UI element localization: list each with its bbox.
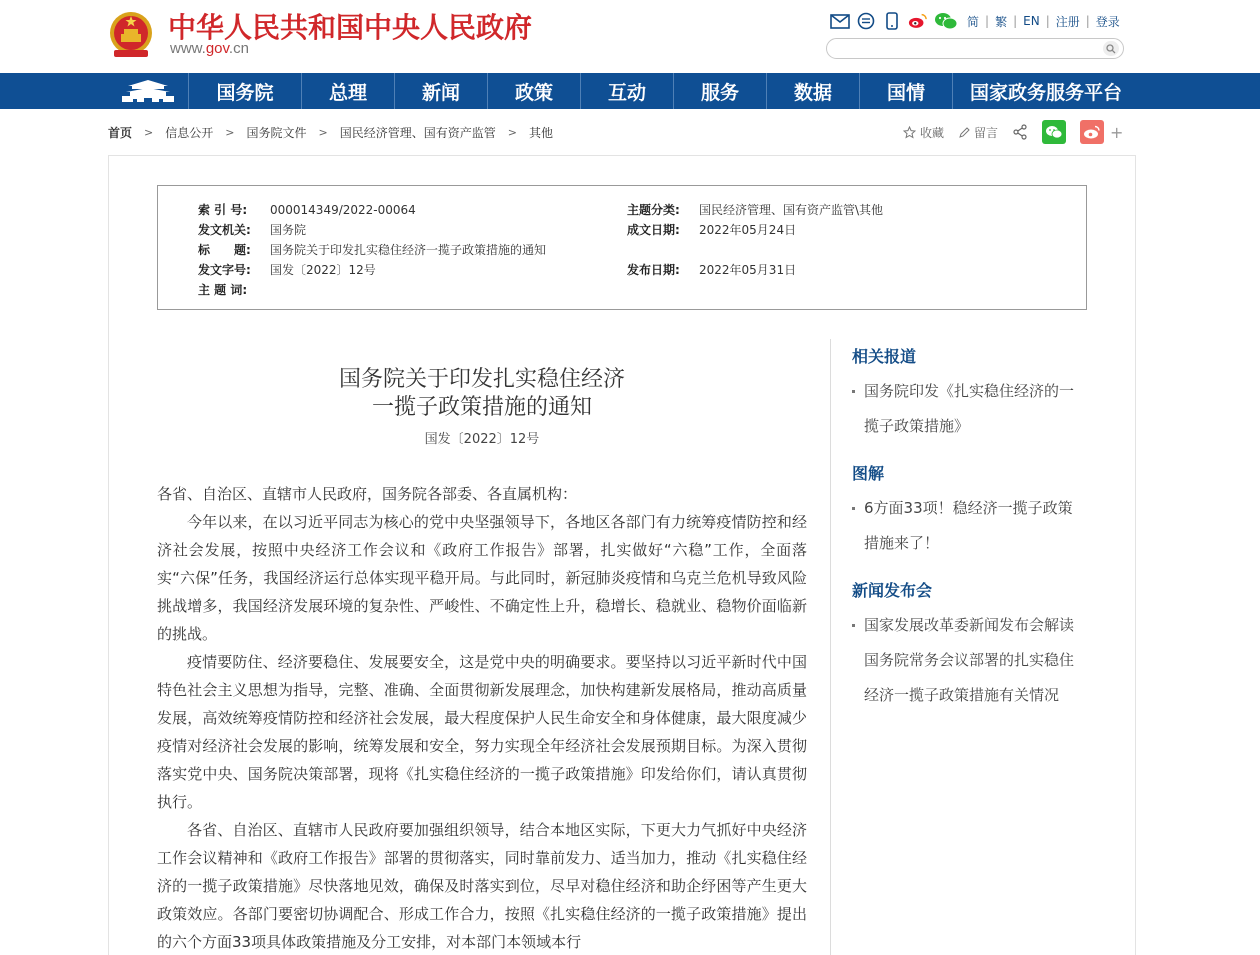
site-title[interactable]: 中华人民共和国中央人民政府 — [168, 11, 533, 44]
main-nav — [0, 73, 1260, 109]
info-label: 发文字号: — [198, 263, 251, 277]
search-icon — [1106, 44, 1116, 54]
share-weibo-button[interactable] — [1080, 120, 1104, 144]
tiananmen-icon — [118, 77, 178, 105]
info-label: 主 题 词: — [198, 283, 248, 297]
link-simplified[interactable]: 简 — [967, 14, 980, 29]
breadcrumb-home[interactable]: 首页 — [108, 125, 133, 140]
chevron-right-icon: > — [144, 125, 154, 139]
breadcrumb-council-docs[interactable]: 国务院文件 — [246, 125, 307, 140]
separator: | — [1045, 14, 1050, 28]
mail-icon[interactable] — [830, 12, 850, 30]
nav-national-info[interactable]: 国情 — [860, 73, 953, 109]
comment-label: 留言 — [974, 125, 999, 140]
share-button[interactable] — [1012, 124, 1028, 140]
favorite-label: 收藏 — [920, 125, 945, 140]
nav-services[interactable]: 服务 — [674, 73, 767, 109]
article-body — [157, 480, 807, 955]
chevron-right-icon: > — [507, 125, 517, 139]
more-share-icon[interactable]: + — [1110, 122, 1124, 142]
sidebar-press-title: 新闻发布会 — [852, 581, 933, 600]
info-value: 2022年05月31日 — [699, 263, 797, 277]
favorite-button[interactable] — [903, 124, 944, 141]
nav-news[interactable]: 新闻 — [395, 73, 488, 109]
sidebar-graphic — [852, 457, 1092, 552]
sidebar-graphic-link[interactable]: 6方面33项！稳经济一揽子政策措施来了！ — [864, 491, 1086, 561]
nav-state-council[interactable]: 国务院 — [189, 73, 302, 109]
info-value: 国务院关于印发扎实稳住经济一揽子政策措施的通知 — [270, 243, 547, 257]
search-input[interactable] — [837, 41, 1097, 56]
site-url-prefix: www. — [170, 40, 206, 57]
breadcrumb — [108, 124, 553, 140]
info-row-topic — [627, 202, 884, 218]
share-tools — [903, 120, 1123, 144]
info-label: 发文机关: — [198, 223, 251, 237]
info-row-docno — [198, 262, 376, 278]
article-paragraph: 各省、自治区、直辖市人民政府要加强组织领导，结合本地区实际，下更大力气抓好中央经济工作会议精神和《政府工作报告》部署的贯彻落实，同时靠前发力、适当加力，推动《扎实稳住经济的一揽子政策措施》尽快落地见效，确保及时落实到位，尽早对稳住经济和助企纾困等产生更大政策效应。各部门要密切协调配合、形成工作合力，按照《扎实稳住经济的一揽子政策措施》提出的六个方面33项具体政策措施及分工安排，对本部门本领域本行 — [157, 821, 807, 951]
site-header — [0, 0, 1260, 73]
info-label: 主题分类: — [627, 203, 680, 217]
site-url[interactable] — [170, 40, 249, 57]
breadcrumb-economy[interactable]: 国民经济管理、国有资产监管 — [339, 125, 496, 140]
weibo-icon — [1083, 125, 1101, 139]
share-wechat-button[interactable] — [1042, 120, 1066, 144]
separator: | — [1013, 14, 1018, 28]
site-url-suffix: .cn — [228, 40, 249, 57]
chevron-right-icon: > — [225, 125, 235, 139]
search-box — [826, 38, 1124, 59]
nav-premier[interactable]: 总理 — [302, 73, 395, 109]
info-label: 成文日期: — [627, 223, 680, 237]
sidebar-press — [852, 574, 1092, 704]
wechat-icon — [1045, 125, 1063, 139]
info-value: 000014349/2022-00064 — [270, 203, 416, 217]
sidebar-related-title: 相关报道 — [852, 347, 917, 366]
nav-home-button[interactable] — [108, 73, 189, 109]
mobile-icon[interactable] — [882, 12, 902, 30]
weibo-icon[interactable] — [908, 12, 928, 30]
info-row-title — [198, 242, 547, 258]
info-label: 标 题: — [198, 243, 251, 257]
pencil-icon — [958, 126, 970, 139]
comment-button[interactable] — [958, 124, 998, 141]
star-icon — [903, 126, 916, 139]
link-traditional[interactable]: 繁 — [995, 14, 1008, 29]
article-title-line2: 一揽子政策措施的通知 — [371, 395, 592, 420]
nav-gov-service-platform[interactable]: 国家政务服务平台 — [969, 81, 1122, 104]
article-paragraph: 疫情要防住、经济要稳住、发展要安全，这是党中央的明确要求。要坚持以习近平新时代中国特色社会主义思想为指导，完整、准确、全面贯彻新发展理念，加快构建新发展格局，推动高质量发展，高效统筹疫情防控和经济社会发展，最大程度保护人民生命安全和身体健康，最大限度减少疫情对经济社会发展的影响，统筹发展和安全，努力实现全年经济社会发展预期目标。为深入贯彻落实党中央、国务院决策部署，现将《扎实稳住经济的一揽子政策措施》印发给你们，请认真贯彻执行。 — [157, 653, 807, 811]
chevron-right-icon: > — [318, 125, 328, 139]
info-row-published — [627, 262, 797, 278]
info-value: 2022年05月24日 — [699, 223, 797, 237]
info-label: 索 引 号: — [198, 203, 248, 217]
article-paragraph: 今年以来，在以习近平同志为核心的党中央坚强领导下，各地区各部门有力统筹疫情防控和经济社会发展，按照中央经济工作会议和《政府工作报告》部署，扎实做好“六稳”工作，全面落实“六保”任务，我国经济运行总体实现平稳开局。与此同时，新冠肺炎疫情和乌克兰危机导致风险挑战增多，我国经济发展环境的复杂性、严峻性、不确定性上升，稳增长、稳就业、稳物价面临新的挑战。 — [157, 513, 807, 643]
link-login[interactable]: 登录 — [1095, 14, 1120, 29]
sidebar-related — [852, 340, 1092, 435]
article-doc-number: 国发〔2022〕12号 — [424, 432, 540, 447]
info-value: 国民经济管理、国有资产监管\其他 — [699, 203, 884, 217]
separator: | — [1085, 14, 1090, 28]
site-url-brand: gov — [205, 40, 229, 57]
search-button[interactable] — [1103, 41, 1119, 56]
message-icon[interactable] — [856, 12, 876, 30]
breadcrumb-info-disclosure[interactable]: 信息公开 — [165, 125, 214, 140]
link-register[interactable]: 注册 — [1055, 14, 1080, 29]
national-emblem-icon[interactable] — [108, 10, 154, 60]
wechat-icon[interactable] — [934, 12, 958, 30]
nav-interaction[interactable]: 互动 — [581, 73, 674, 109]
column-divider — [830, 339, 831, 955]
link-english[interactable]: EN — [1023, 14, 1040, 28]
info-label: 发布日期: — [627, 263, 680, 277]
top-links — [830, 11, 1123, 31]
article-salutation: 各省、自治区、直辖市人民政府，国务院各部委、各直属机构： — [157, 485, 578, 503]
nav-policy[interactable]: 政策 — [488, 73, 581, 109]
info-row-index — [198, 202, 416, 218]
breadcrumb-other[interactable]: 其他 — [528, 125, 553, 140]
info-value: 国务院 — [270, 223, 307, 237]
document-info-table — [157, 185, 1087, 310]
info-row-created — [627, 222, 797, 238]
info-row-keywords — [198, 282, 247, 298]
article-title-line1: 国务院关于印发扎实稳住经济 — [338, 367, 625, 392]
sidebar-press-link[interactable]: 国家发展改革委新闻发布会解读国务院常务会议部署的扎实稳住经济一揽子政策措施有关情况 — [864, 608, 1086, 713]
sidebar-related-link[interactable]: 国务院印发《扎实稳住经济的一揽子政策措施》 — [864, 374, 1086, 444]
sidebar-graphic-title: 图解 — [852, 464, 885, 483]
separator: | — [985, 14, 990, 28]
info-row-issuer — [198, 222, 307, 238]
article-title — [157, 366, 807, 422]
nav-data[interactable]: 数据 — [767, 73, 860, 109]
share-icon — [1012, 124, 1028, 140]
info-value: 国发〔2022〕12号 — [270, 263, 376, 277]
